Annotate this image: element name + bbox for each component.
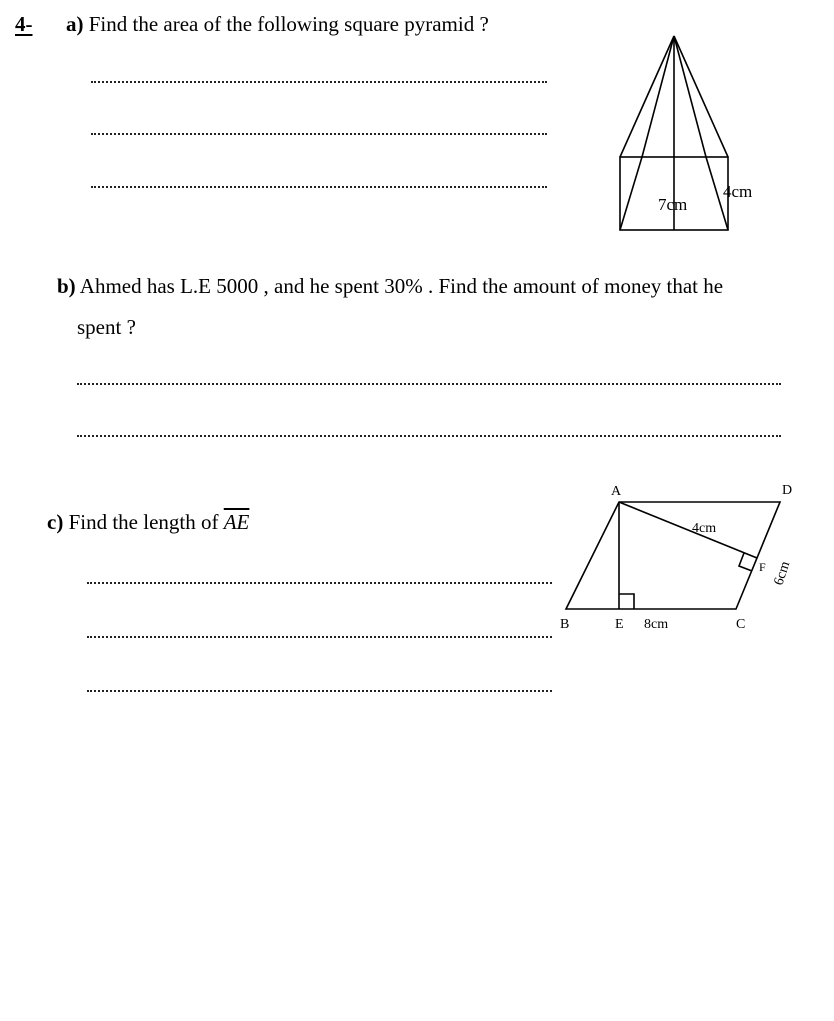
- ec-length-label: 8cm: [644, 617, 669, 632]
- part-c-prompt: [47, 510, 249, 535]
- part-b-text-line2: spent ?: [77, 315, 136, 339]
- point-d-label: D: [782, 483, 793, 498]
- point-b-label: B: [560, 617, 570, 632]
- af-length-label: 4cm: [692, 521, 717, 536]
- cd-length-label: 6cm: [771, 559, 794, 588]
- answer-line-c3[interactable]: [87, 690, 552, 692]
- answer-line-b1[interactable]: [77, 383, 781, 385]
- part-a-prompt: [66, 12, 489, 37]
- point-e-label: E: [615, 617, 624, 632]
- square-pyramid-figure: [600, 25, 780, 240]
- pyramid-base-label: 7cm: [658, 195, 688, 214]
- part-c-label: c): [47, 510, 64, 534]
- part-a-label: a): [66, 12, 84, 36]
- part-a-text: Find the area of the following square pyramid ?: [88, 12, 489, 36]
- part-b-text-line1: Ahmed has L.E 5000 , and he spent 30% . Find the amount of money that he: [79, 274, 724, 298]
- answer-line-a1[interactable]: [91, 81, 547, 83]
- answer-line-c2[interactable]: [87, 636, 552, 638]
- parallelogram-abcd: [566, 502, 780, 609]
- answer-line-c1[interactable]: [87, 582, 552, 584]
- answer-line-a2[interactable]: [91, 133, 547, 135]
- altitude-af: [619, 502, 757, 558]
- segment-ae: $\overline{AE}$: [223, 510, 250, 534]
- point-f-label: F: [759, 560, 766, 574]
- pyramid-slant-label: 4cm: [723, 182, 753, 201]
- part-b-label: b): [57, 274, 76, 298]
- answer-line-a3[interactable]: [91, 186, 547, 188]
- answer-line-b2[interactable]: [77, 435, 781, 437]
- right-angle-e: [619, 594, 634, 609]
- part-c-text: Find the length of: [68, 510, 219, 534]
- pyramid-face-left: [620, 157, 642, 230]
- part-b-prompt: [57, 274, 723, 299]
- point-a-label: A: [611, 484, 622, 499]
- point-c-label: C: [736, 617, 746, 632]
- question-number: 4-: [15, 12, 33, 36]
- parallelogram-figure: [550, 478, 820, 638]
